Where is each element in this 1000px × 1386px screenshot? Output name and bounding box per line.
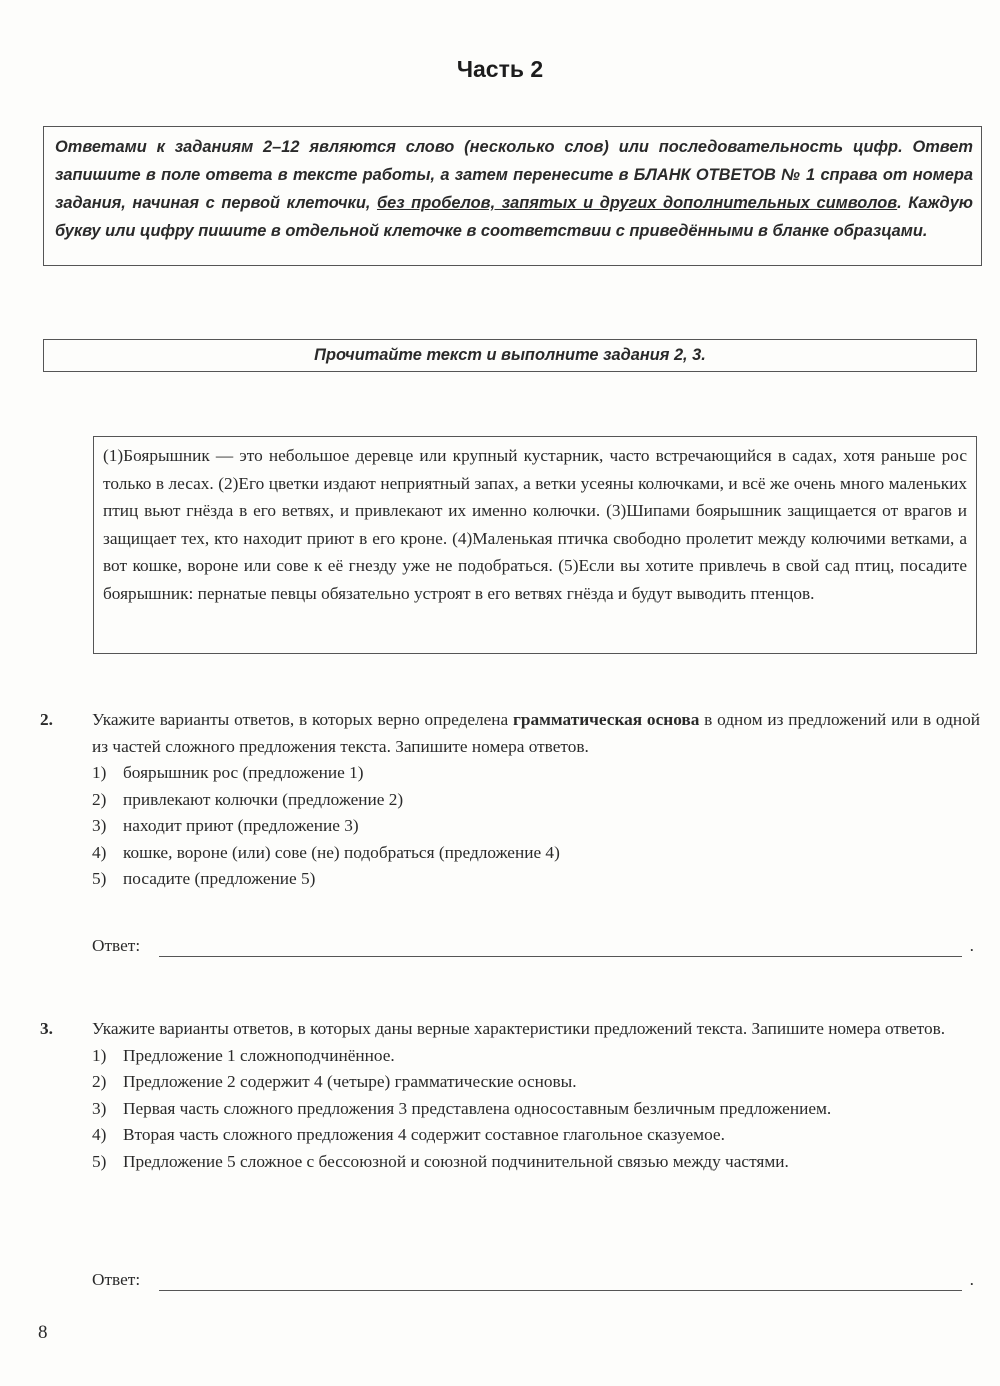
task-number: 2. xyxy=(40,710,53,729)
read-prompt: Прочитайте текст и выполните задания 2, 3. xyxy=(314,346,706,364)
option-number: 1) xyxy=(92,763,107,782)
option-item xyxy=(92,1149,980,1176)
instructions-text: Ответами к заданиям 2–12 являются слово (несколько слов) или последовательность цифр. Ответ запишите в поле ответа в тексте работы, а затем перенесите в БЛАНК ОТВЕТОВ № 1 справа от номера задания, начиная с первой клеточки, xyxy=(55,138,973,212)
option-text: Предложение 2 содержит 4 (четыре) грамматические основы. xyxy=(123,1072,577,1091)
instructions-box xyxy=(43,126,982,266)
task-number: 3. xyxy=(40,1019,53,1038)
answer-end-dot: . xyxy=(969,936,974,955)
option-number: 2) xyxy=(92,1072,107,1091)
option-item xyxy=(92,787,980,814)
task-2 xyxy=(40,707,980,893)
option-item xyxy=(92,813,980,840)
option-text: Вторая часть сложного предложения 4 содержит составное глагольное сказуемое. xyxy=(123,1125,725,1144)
option-number: 1) xyxy=(92,1045,107,1065)
option-item xyxy=(92,1069,980,1096)
option-text: находит приют (предложение 3) xyxy=(123,816,359,835)
option-text: посадите (предложение 5) xyxy=(123,869,316,888)
instructions-underlined: без пробелов, запятых и других дополнительных символов xyxy=(376,194,898,212)
section-title: Часть 2 xyxy=(456,56,544,82)
option-item xyxy=(92,1122,980,1149)
option-text: боярышник рос (предложение 1) xyxy=(123,763,364,782)
option-number: 4) xyxy=(92,1125,107,1144)
answer-label: Ответ: xyxy=(92,1270,141,1289)
answer-end-dot: . xyxy=(969,1270,974,1289)
instructions-text-end: . Каждую букву или цифру пишите в отдельной клеточке в соответствии с приведёнными в бланке образцами. xyxy=(55,194,973,240)
option-item xyxy=(92,866,980,893)
option-text: Предложение 5 сложное с бессоюзной и союзной подчинительной связью между частями. xyxy=(123,1151,789,1171)
option-item xyxy=(92,1096,980,1123)
passage-box xyxy=(93,436,977,654)
task-prompt-text: Укажите варианты ответов, в которых верно определена xyxy=(92,710,513,729)
option-text: привлекают колючки (предложение 2) xyxy=(123,789,404,809)
option-number: 3) xyxy=(92,1098,107,1118)
answer-row-task-2 xyxy=(92,936,980,964)
task-prompt-text-end: в одном из предложений или в одной из частей сложного предложения текста. Запишите номера ответов. xyxy=(92,710,980,756)
option-text: Предложение 1 сложноподчинённое. xyxy=(123,1045,395,1065)
task-prompt xyxy=(92,707,980,760)
option-text: кошке, вороне (или) сове (не) подобраться (предложение 4) xyxy=(123,842,560,862)
task-3 xyxy=(40,1016,980,1175)
options-list xyxy=(92,1043,980,1176)
option-number: 5) xyxy=(92,869,107,888)
option-item xyxy=(92,760,980,787)
option-number: 4) xyxy=(92,842,107,862)
option-number: 3) xyxy=(92,816,107,835)
answer-row-task-3 xyxy=(92,1270,980,1298)
options-list xyxy=(92,760,980,893)
option-text: Первая часть сложного предложения 3 представлена односоставным безличным предложением. xyxy=(123,1098,832,1118)
passage-text: (1)Боярышник — это небольшое деревце или крупный кустарник, часто встречающийся в садах, хотя раньше рос только в лесах. (2)Его цветки издают неприятный запах, а ветки усеяны колючками, и всё же очень много маленьких птиц вьют гнёзда в его ветвях, и привлекают их именно колючки. (3)Шипами боярышник защищается от врагов и защищает тех, кто находит приют в его кроне. (4)Маленькая птичка свободно пролетит между колючими ветками, а вот кошке, вороне или сове к её гнезду уже не подобраться. (5)Если вы хотите привлечь в свой сад птиц, посадите боярышник: пернатые певцы обязательно устроят в его ветвях гнёзда и будут выводить птенцов. xyxy=(103,446,967,603)
page-number: 8 xyxy=(38,1322,48,1343)
option-number: 2) xyxy=(92,789,107,809)
option-number: 5) xyxy=(92,1151,107,1171)
task-prompt: Укажите варианты ответов, в которых даны верные характеристики предложений текста. Запишите номера ответов. xyxy=(92,1019,946,1038)
task-prompt-bold: грамматическая основа xyxy=(513,710,700,729)
answer-label: Ответ: xyxy=(92,936,141,955)
read-prompt-box xyxy=(43,339,977,372)
option-item xyxy=(92,840,980,867)
option-item xyxy=(92,1043,980,1070)
answer-input-task-2[interactable] xyxy=(159,956,962,957)
answer-input-task-3[interactable] xyxy=(159,1290,962,1291)
